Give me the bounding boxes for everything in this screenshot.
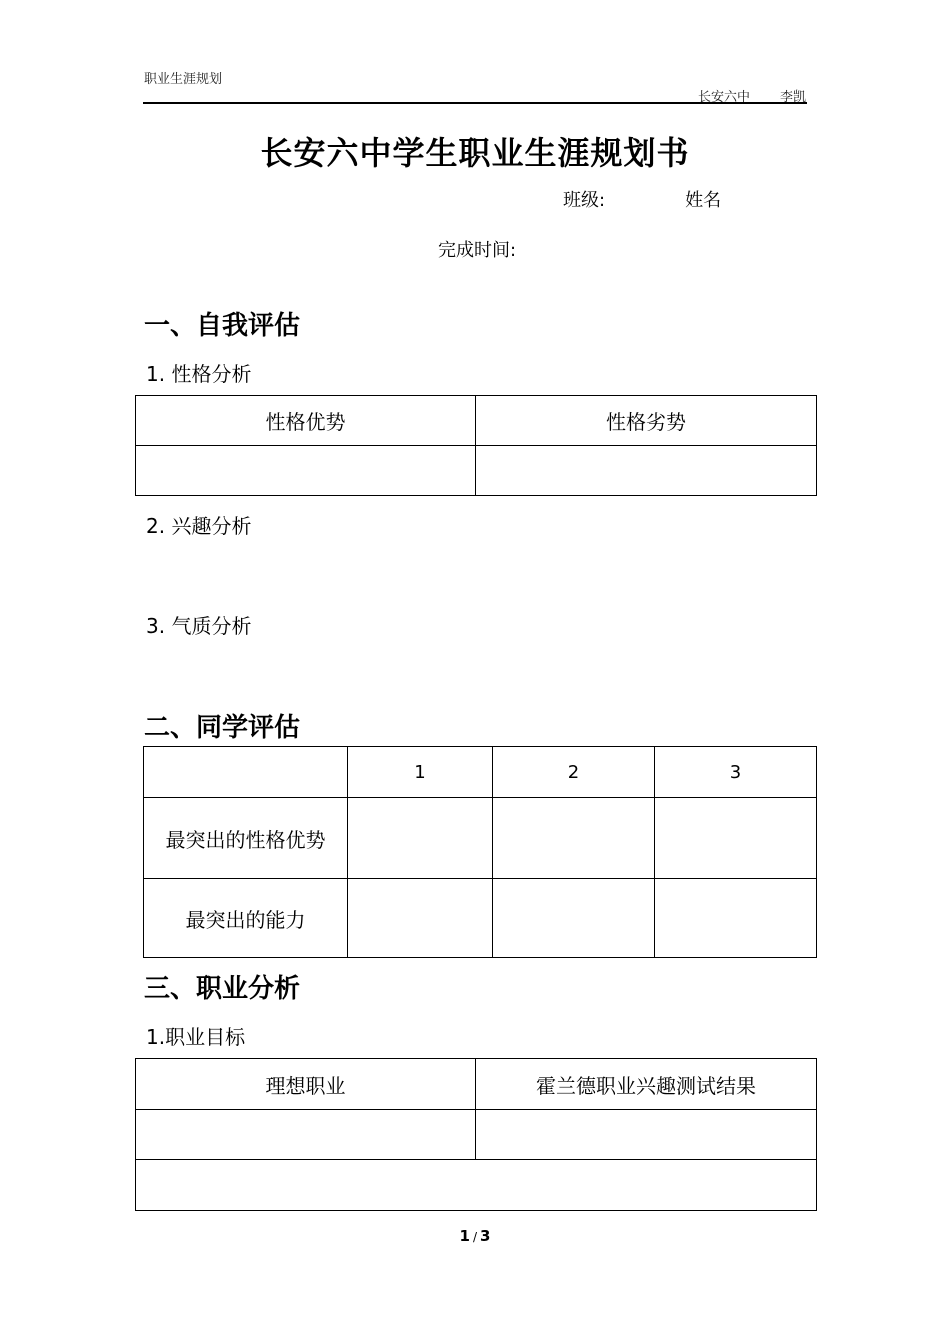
holland-test-result-header: 霍兰德职业兴趣测试结果 (476, 1059, 817, 1110)
peer-assessment-table (143, 746, 817, 958)
peer-ability-cell-2[interactable] (493, 879, 655, 958)
personality-analysis-label: 1. 性格分析 (146, 362, 252, 386)
peer-strengths-cell-2[interactable] (493, 798, 655, 879)
document-title: 长安六中学生职业生涯规划书 (260, 134, 690, 172)
current-page: 1 (459, 1227, 470, 1245)
class-name-line (563, 186, 721, 212)
name-label: 姓名 (685, 190, 722, 211)
page-number (0, 1227, 950, 1245)
section-career-analysis-heading: 三、职业分析 (144, 974, 301, 1004)
peer-strengths-cell-1[interactable] (348, 798, 493, 879)
total-pages: 3 (480, 1227, 491, 1245)
page-separator: / (472, 1230, 478, 1244)
peer-row-ability-label: 最突出的能力 (144, 879, 348, 958)
section-self-assessment-heading: 一、自我评估 (144, 311, 301, 341)
personality-table (135, 395, 817, 496)
temperament-analysis-label: 3. 气质分析 (146, 614, 252, 638)
completion-time-label: 完成时间: (438, 240, 517, 261)
header-author: 李凯 (779, 90, 806, 105)
header-school: 长安六中 (697, 90, 750, 105)
header-rule (143, 102, 807, 104)
personality-weaknesses-cell[interactable] (476, 446, 817, 496)
peer-column-2-header: 2 (493, 747, 655, 798)
class-label: 班级: (563, 190, 606, 211)
section-peer-assessment-heading: 二、同学评估 (144, 713, 301, 743)
career-goal-notes-cell[interactable] (136, 1160, 817, 1211)
ideal-career-header: 理想职业 (136, 1059, 476, 1110)
running-header-left: 职业生涯规划 (144, 72, 223, 87)
personality-strengths-header: 性格优势 (136, 396, 476, 446)
ideal-career-cell[interactable] (136, 1110, 476, 1160)
career-goal-table (135, 1058, 817, 1211)
peer-table-corner-cell (144, 747, 348, 798)
peer-ability-cell-1[interactable] (348, 879, 493, 958)
peer-row-strengths-label: 最突出的性格优势 (144, 798, 348, 879)
personality-strengths-cell[interactable] (136, 446, 476, 496)
peer-ability-cell-3[interactable] (655, 879, 817, 958)
peer-strengths-cell-3[interactable] (655, 798, 817, 879)
interest-analysis-label: 2. 兴趣分析 (146, 514, 252, 538)
holland-test-result-cell[interactable] (476, 1110, 817, 1160)
personality-weaknesses-header: 性格劣势 (476, 396, 817, 446)
peer-column-3-header: 3 (655, 747, 817, 798)
career-goal-label: 1.职业目标 (146, 1025, 246, 1049)
peer-column-1-header: 1 (348, 747, 493, 798)
